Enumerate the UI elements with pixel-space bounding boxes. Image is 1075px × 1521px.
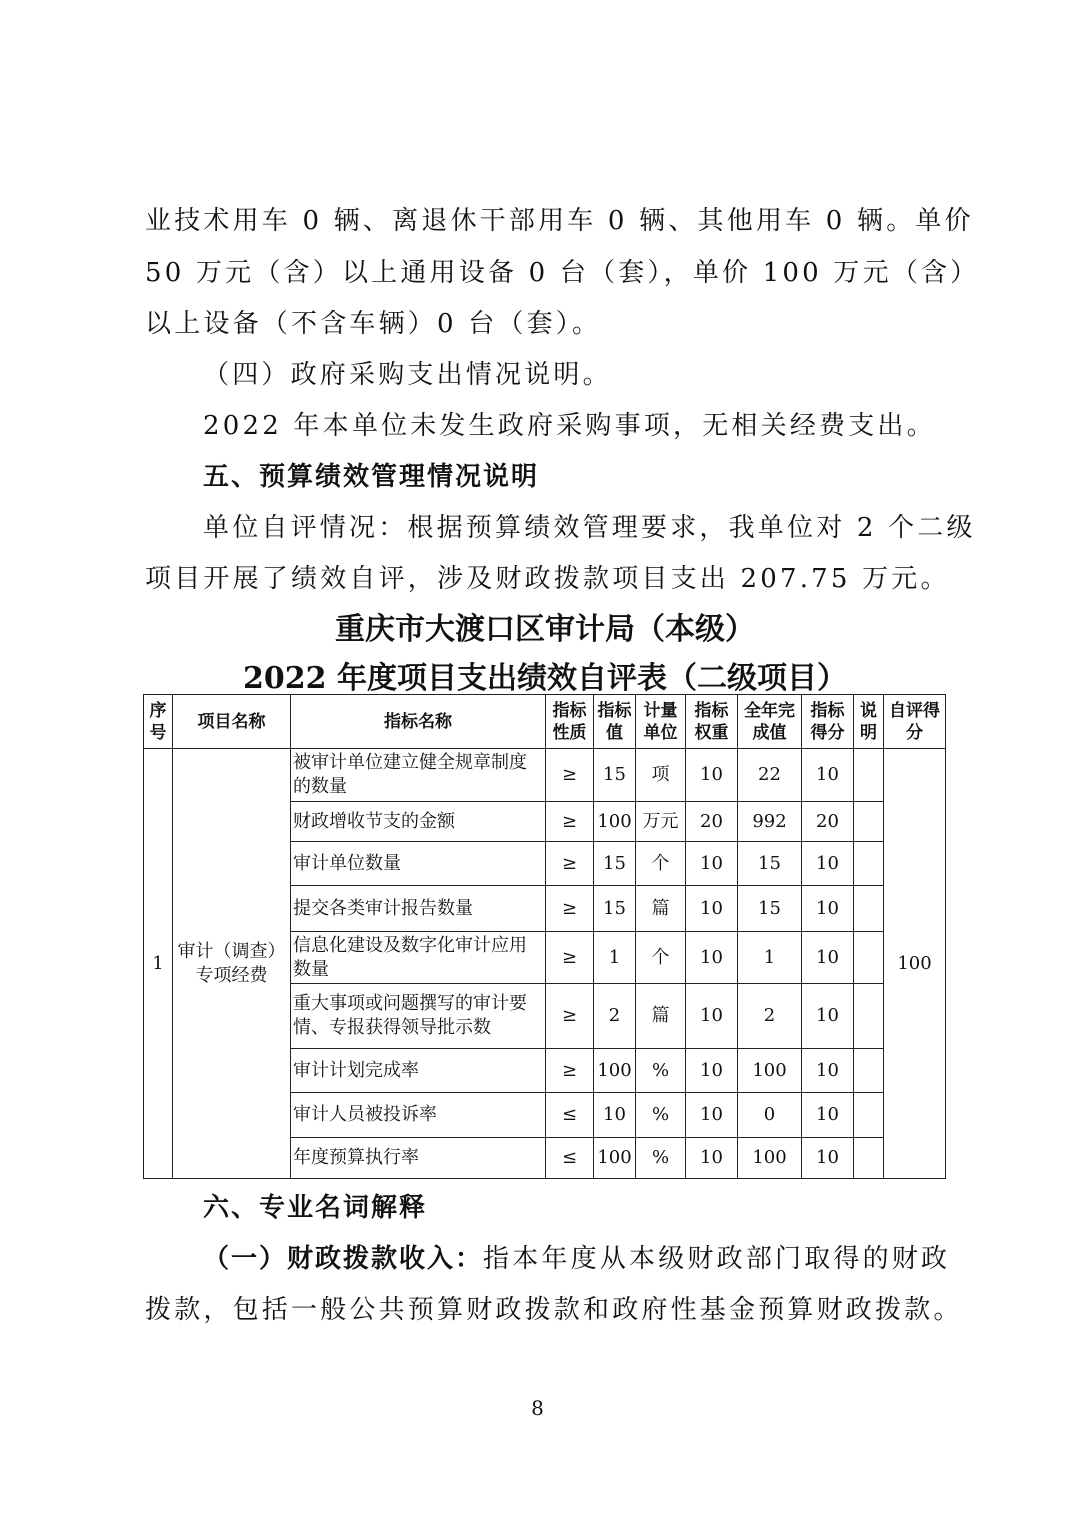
cell-actual: 22: [738, 749, 802, 802]
cell-note: [854, 749, 884, 802]
cell-weight: 10: [686, 842, 738, 886]
cell-actual: 15: [738, 842, 802, 886]
section-5-heading: 五、预算绩效管理情况说明: [203, 462, 540, 492]
cell-nature: ≥: [546, 886, 594, 932]
header-note: 说明: [854, 695, 884, 749]
cell-weight: 10: [686, 1049, 738, 1093]
cell-score: 10: [802, 1093, 854, 1138]
header-seq: 序号: [144, 695, 173, 749]
paragraph-line: 以上设备（不含车辆）0 台（套）。: [145, 309, 602, 339]
cell-weight: 10: [686, 1093, 738, 1138]
cell-value: 100: [594, 802, 636, 842]
cell-value: 100: [594, 1049, 636, 1093]
cell-weight: 20: [686, 802, 738, 842]
cell-unit: 万元: [636, 802, 686, 842]
cell-unit: %: [636, 1138, 686, 1179]
cell-actual: 1: [738, 932, 802, 984]
cell-nature: ≤: [546, 1093, 594, 1138]
cell-actual: 992: [738, 802, 802, 842]
table-title: 重庆市大渡口区审计局（本级）: [335, 612, 755, 647]
cell-score: 10: [802, 842, 854, 886]
cell-unit: 项: [636, 749, 686, 802]
cell-note: [854, 984, 884, 1049]
term-1-definition: 指本年度从本级财政部门取得的财政: [483, 1244, 951, 1274]
table-header-row: [144, 695, 946, 749]
header-actual: 全年完成值: [738, 695, 802, 749]
header-nature: 指标性质: [546, 695, 594, 749]
cell-project-name: 审计（调查）专项经费: [173, 749, 291, 1179]
cell-note: [854, 1093, 884, 1138]
cell-score: 10: [802, 1049, 854, 1093]
cell-indicator-name: 被审计单位建立健全规章制度的数量: [291, 749, 546, 802]
cell-indicator-name: 审计人员被投诉率: [291, 1093, 546, 1138]
section-4-heading: （四）政府采购支出情况说明。: [203, 360, 612, 390]
cell-indicator-name: 审计计划完成率: [291, 1049, 546, 1093]
paragraph-line: 业技术用车 0 辆、离退休干部用车 0 辆、其他用车 0 辆。单价: [145, 206, 974, 236]
cell-note: [854, 842, 884, 886]
cell-actual: 0: [738, 1093, 802, 1138]
cell-value: 100: [594, 1138, 636, 1179]
cell-seq: 1: [144, 749, 173, 1179]
cell-note: [854, 1138, 884, 1179]
performance-table: [143, 694, 946, 1179]
section-5-body-line: 单位自评情况：根据预算绩效管理要求，我单位对 2 个二级: [203, 513, 976, 543]
page-number: 8: [531, 1396, 544, 1420]
cell-actual: 15: [738, 886, 802, 932]
cell-value: 15: [594, 842, 636, 886]
cell-score: 10: [802, 984, 854, 1049]
cell-value: 15: [594, 886, 636, 932]
header-score: 指标得分: [802, 695, 854, 749]
cell-value: 2: [594, 984, 636, 1049]
cell-nature: ≤: [546, 1138, 594, 1179]
cell-unit: %: [636, 1093, 686, 1138]
cell-indicator-name: 审计单位数量: [291, 842, 546, 886]
section-4-body: 2022 年本单位未发生政府采购事项，无相关经费支出。: [203, 411, 936, 441]
cell-nature: ≥: [546, 984, 594, 1049]
term-1-line: [203, 1233, 1003, 1285]
header-unit: 计量单位: [636, 695, 686, 749]
cell-unit: %: [636, 1049, 686, 1093]
cell-value: 10: [594, 1093, 636, 1138]
cell-value: 1: [594, 932, 636, 984]
cell-score: 10: [802, 749, 854, 802]
cell-nature: ≥: [546, 749, 594, 802]
cell-weight: 10: [686, 886, 738, 932]
cell-unit: 个: [636, 932, 686, 984]
cell-weight: 10: [686, 749, 738, 802]
header-weight: 指标权重: [686, 695, 738, 749]
cell-nature: ≥: [546, 802, 594, 842]
table-row: [144, 749, 946, 802]
header-project-name: 项目名称: [173, 695, 291, 749]
cell-score: 10: [802, 1138, 854, 1179]
cell-unit: 篇: [636, 886, 686, 932]
header-indicator-name: 指标名称: [291, 695, 546, 749]
cell-indicator-name: 财政增收节支的金额: [291, 802, 546, 842]
table-subtitle: 2022 年度项目支出绩效自评表（二级项目）: [243, 661, 847, 696]
cell-score: 20: [802, 802, 854, 842]
cell-self-score: 100: [884, 749, 946, 1179]
cell-weight: 10: [686, 984, 738, 1049]
cell-actual: 100: [738, 1049, 802, 1093]
term-1-label: （一）财政拨款收入：: [203, 1244, 484, 1274]
cell-indicator-name: 重大事项或问题撰写的审计要情、专报获得领导批示数: [291, 984, 546, 1049]
cell-indicator-name: 信息化建设及数字化审计应用数量: [291, 932, 546, 984]
cell-nature: ≥: [546, 932, 594, 984]
header-value: 指标值: [594, 695, 636, 749]
cell-note: [854, 886, 884, 932]
cell-note: [854, 932, 884, 984]
cell-value: 15: [594, 749, 636, 802]
section-5-body-line: 项目开展了绩效自评，涉及财政拨款项目支出 207.75 万元。: [145, 564, 950, 594]
cell-note: [854, 1049, 884, 1093]
cell-unit: 个: [636, 842, 686, 886]
term-1-line-2: 拨款，包括一般公共预算财政拨款和政府性基金预算财政拨款。: [145, 1295, 963, 1325]
cell-score: 10: [802, 932, 854, 984]
section-6-heading: 六、专业名词解释: [203, 1193, 428, 1223]
header-self-score: 自评得分: [884, 695, 946, 749]
paragraph-line: 50 万元（含）以上通用设备 0 台（套），单价 100 万元（含）: [145, 258, 980, 288]
cell-score: 10: [802, 886, 854, 932]
cell-unit: 篇: [636, 984, 686, 1049]
cell-nature: ≥: [546, 842, 594, 886]
cell-actual: 2: [738, 984, 802, 1049]
cell-actual: 100: [738, 1138, 802, 1179]
cell-indicator-name: 年度预算执行率: [291, 1138, 546, 1179]
cell-indicator-name: 提交各类审计报告数量: [291, 886, 546, 932]
cell-weight: 10: [686, 932, 738, 984]
cell-note: [854, 802, 884, 842]
cell-weight: 10: [686, 1138, 738, 1179]
cell-nature: ≥: [546, 1049, 594, 1093]
